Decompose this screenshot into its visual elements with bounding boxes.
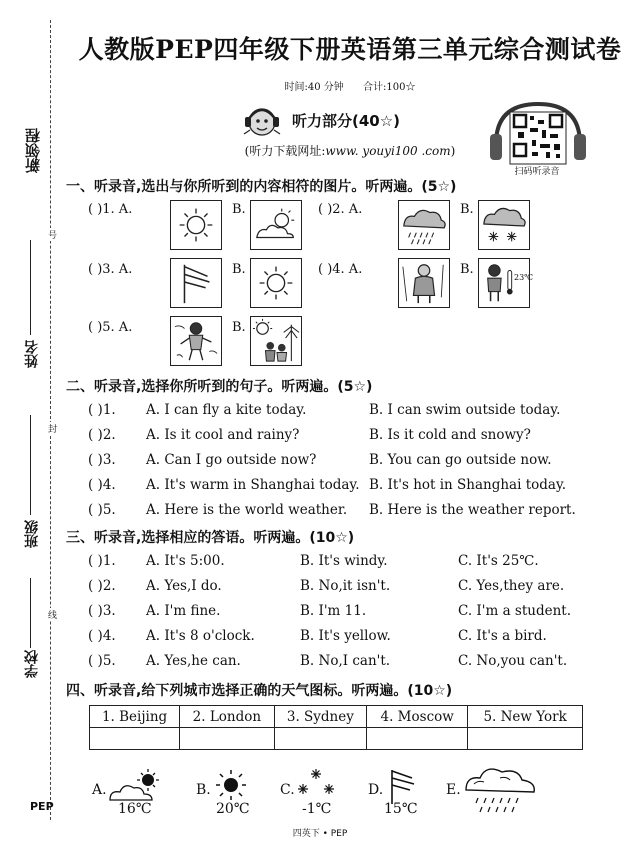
p4-option-e <box>446 762 546 818</box>
part1-heading: 一、听录音,选出与你所听到的内容相符的图片。听两遍。(5☆) <box>66 179 457 195</box>
p4-option-b-letter: B. <box>196 782 211 798</box>
p3-q1-option-a[interactable]: A. It's 5:00. <box>146 553 225 569</box>
city-cell-sydney: 3. Sydney <box>274 706 367 728</box>
p1-q4-number: ( )4. A. <box>318 262 363 277</box>
p3-q2-option-a[interactable]: A. Yes,I do. <box>146 578 222 594</box>
answer-cell-beijing[interactable] <box>90 728 180 750</box>
page-title: 人教版PEP四年级下册英语第三单元综合测试卷 <box>78 35 622 64</box>
p4-option-a-temp: 16℃ <box>118 801 152 817</box>
seal-feng: 封 <box>46 424 56 433</box>
p2-q2-number: ( )2. <box>88 427 116 443</box>
p2-q2-option-a[interactable]: A. Is it cool and rainy? <box>146 427 300 443</box>
snowflakes-icon <box>294 768 338 804</box>
binding-strip <box>0 0 62 851</box>
p1-q1-option-b[interactable] <box>250 200 302 250</box>
rain-cloud-icon <box>399 201 449 249</box>
seal-hao: 号 <box>46 230 56 239</box>
answer-cell-moscow[interactable] <box>367 728 468 750</box>
city-cell-beijing: 1. Beijing <box>90 706 180 728</box>
edition-label: PEP <box>30 800 54 813</box>
p1-q2-number: ( )2. A. <box>318 202 363 217</box>
sun-icon <box>171 201 221 249</box>
p3-q2-option-b[interactable]: B. No,it isn't. <box>300 578 391 594</box>
class-label: 班级 <box>24 520 40 548</box>
brand-label: 新领程 <box>24 128 42 173</box>
p3-q3-option-b[interactable]: B. I'm 11. <box>300 603 367 619</box>
p3-q4-option-a[interactable]: A. It's 8 o'clock. <box>146 628 255 644</box>
child-thermometer-icon <box>479 259 529 307</box>
download-prefix: (听力下载网址: <box>244 144 326 158</box>
p1-q5-b-label: B. <box>232 320 246 335</box>
p2-q1-option-b[interactable]: B. I can swim outside today. <box>369 402 561 418</box>
wind-flag-icon <box>384 768 420 804</box>
p2-q3-option-b[interactable]: B. You can go outside now. <box>369 452 552 468</box>
cut-line <box>50 20 51 820</box>
p4-option-d <box>368 768 438 818</box>
table-row <box>90 706 583 728</box>
p1-q2-option-a[interactable] <box>398 200 450 250</box>
p4-option-d-temp: 15℃ <box>384 801 418 817</box>
part4-heading: 四、听录音,给下列城市选择正确的天气图标。听两遍。(10☆) <box>66 683 453 699</box>
sun-icon <box>214 768 248 802</box>
p1-q1-b-label: B. <box>232 202 246 217</box>
p1-q5-number: ( )5. A. <box>88 320 133 335</box>
sun-behind-cloud-icon <box>106 768 162 802</box>
p1-q3-number: ( )3. A. <box>88 262 133 277</box>
p2-q5-option-a[interactable]: A. Here is the world weather. <box>146 502 348 518</box>
p2-q4-option-a[interactable]: A. It's warm in Shanghai today. <box>146 477 360 493</box>
qr-caption: 扫码听录音 <box>514 167 560 177</box>
p1-q4-option-a[interactable] <box>398 258 450 308</box>
p3-q4-number: ( )4. <box>88 628 116 644</box>
city-cell-london: 2. London <box>180 706 274 728</box>
total-score: 合计:100☆ <box>363 82 416 93</box>
p1-q4-b-label: B. <box>460 262 474 277</box>
cold-child-icon <box>399 259 449 307</box>
p2-q5-number: ( )5. <box>88 502 116 518</box>
snow-cloud-icon <box>479 201 529 249</box>
p2-q4-number: ( )4. <box>88 477 116 493</box>
p4-option-c-temp: -1℃ <box>302 801 332 817</box>
p3-q2-number: ( )2. <box>88 578 116 594</box>
p1-q2-b-label: B. <box>460 202 474 217</box>
p1-q2-option-b[interactable] <box>478 200 530 250</box>
p4-option-e-letter: E. <box>446 782 461 798</box>
part2-heading: 二、听录音,选择你所听到的句子。听两遍。(5☆) <box>66 379 373 395</box>
city-cell-new-york: 5. New York <box>468 706 583 728</box>
sun-behind-cloud-icon <box>251 201 301 249</box>
p2-q5-option-b[interactable]: B. Here is the weather report. <box>369 502 576 518</box>
p3-q5-number: ( )5. <box>88 653 116 669</box>
p4-option-b <box>196 768 266 818</box>
p4-option-c <box>280 768 350 818</box>
p2-q3-option-a[interactable]: A. Can I go outside now? <box>146 452 317 468</box>
p1-q4-option-b[interactable] <box>478 258 534 308</box>
p2-q4-option-b[interactable]: B. It's hot in Shanghai today. <box>369 477 567 493</box>
p1-q3-b-label: B. <box>232 262 246 277</box>
p3-q2-option-c[interactable]: C. Yes,they are. <box>458 578 565 594</box>
p3-q5-option-b[interactable]: B. No,I can't. <box>300 653 391 669</box>
p4-option-a <box>92 768 172 818</box>
p1-q5-option-a[interactable] <box>170 316 222 366</box>
download-url[interactable]: www. youyi100 .com <box>325 144 451 158</box>
time-limit: 时间:40 分钟 <box>284 82 344 93</box>
p1-q1-option-a[interactable] <box>170 200 222 250</box>
p3-q5-option-c[interactable]: C. No,you can't. <box>458 653 568 669</box>
headphone-mascot-icon <box>240 100 284 140</box>
p3-q1-option-b[interactable]: B. It's windy. <box>300 553 388 569</box>
p4-option-d-letter: D. <box>368 782 384 798</box>
seal-xian: 线 <box>46 610 56 619</box>
p1-q3-option-b[interactable] <box>250 258 302 308</box>
p3-q3-option-a[interactable]: A. I'm fine. <box>146 603 221 619</box>
p3-q1-number: ( )1. <box>88 553 116 569</box>
p3-q4-option-c[interactable]: C. It's a bird. <box>458 628 547 644</box>
p3-q3-option-c[interactable]: C. I'm a student. <box>458 603 571 619</box>
p1-q5-option-b[interactable] <box>250 316 302 366</box>
table-row <box>90 728 583 750</box>
p3-q3-number: ( )3. <box>88 603 116 619</box>
city-cell-moscow: 4. Moscow <box>367 706 468 728</box>
p4-option-b-temp: 20℃ <box>216 801 250 817</box>
city-weather-table <box>89 705 583 750</box>
listening-header <box>240 100 460 140</box>
thermometer-reading: 23℃ <box>514 273 534 282</box>
page-footer: 四英下 • PEP <box>292 829 348 839</box>
p2-q1-option-a[interactable]: A. I can fly a kite today. <box>146 402 307 418</box>
p4-option-c-letter: C. <box>280 782 295 798</box>
name-label: 姓名 <box>24 340 40 368</box>
p2-q1-number: ( )1. <box>88 402 116 418</box>
name-write-line <box>30 240 31 335</box>
answer-cell-sydney[interactable] <box>274 728 367 750</box>
p3-q4-option-b[interactable]: B. It's yellow. <box>300 628 391 644</box>
p1-q1-number: ( )1. A. <box>88 202 133 217</box>
boy-in-wind-icon <box>171 317 221 365</box>
children-in-sun-icon <box>251 317 301 365</box>
school-label: 学校 <box>24 650 40 678</box>
p1-q3-option-a[interactable] <box>170 258 222 308</box>
part3-heading: 三、听录音,选择相应的答语。听两遍。(10☆) <box>66 530 355 546</box>
download-suffix: ) <box>450 144 456 158</box>
wind-flag-icon <box>171 259 221 307</box>
class-write-line <box>30 415 31 515</box>
p3-q5-option-a[interactable]: A. Yes,he can. <box>146 653 241 669</box>
answer-cell-london[interactable] <box>180 728 274 750</box>
p4-option-a-letter: A. <box>92 782 107 798</box>
rain-cloud-icon <box>462 762 540 816</box>
listening-title: 听力部分(40☆) <box>292 111 401 130</box>
p2-q2-option-b[interactable]: B. Is it cold and snowy? <box>369 427 531 443</box>
p3-q1-option-c[interactable]: C. It's 25℃. <box>458 553 539 569</box>
sun-icon <box>251 259 301 307</box>
answer-cell-new-york[interactable] <box>468 728 583 750</box>
exam-meta <box>70 78 630 93</box>
p2-q3-number: ( )3. <box>88 452 116 468</box>
school-write-line <box>30 578 31 648</box>
